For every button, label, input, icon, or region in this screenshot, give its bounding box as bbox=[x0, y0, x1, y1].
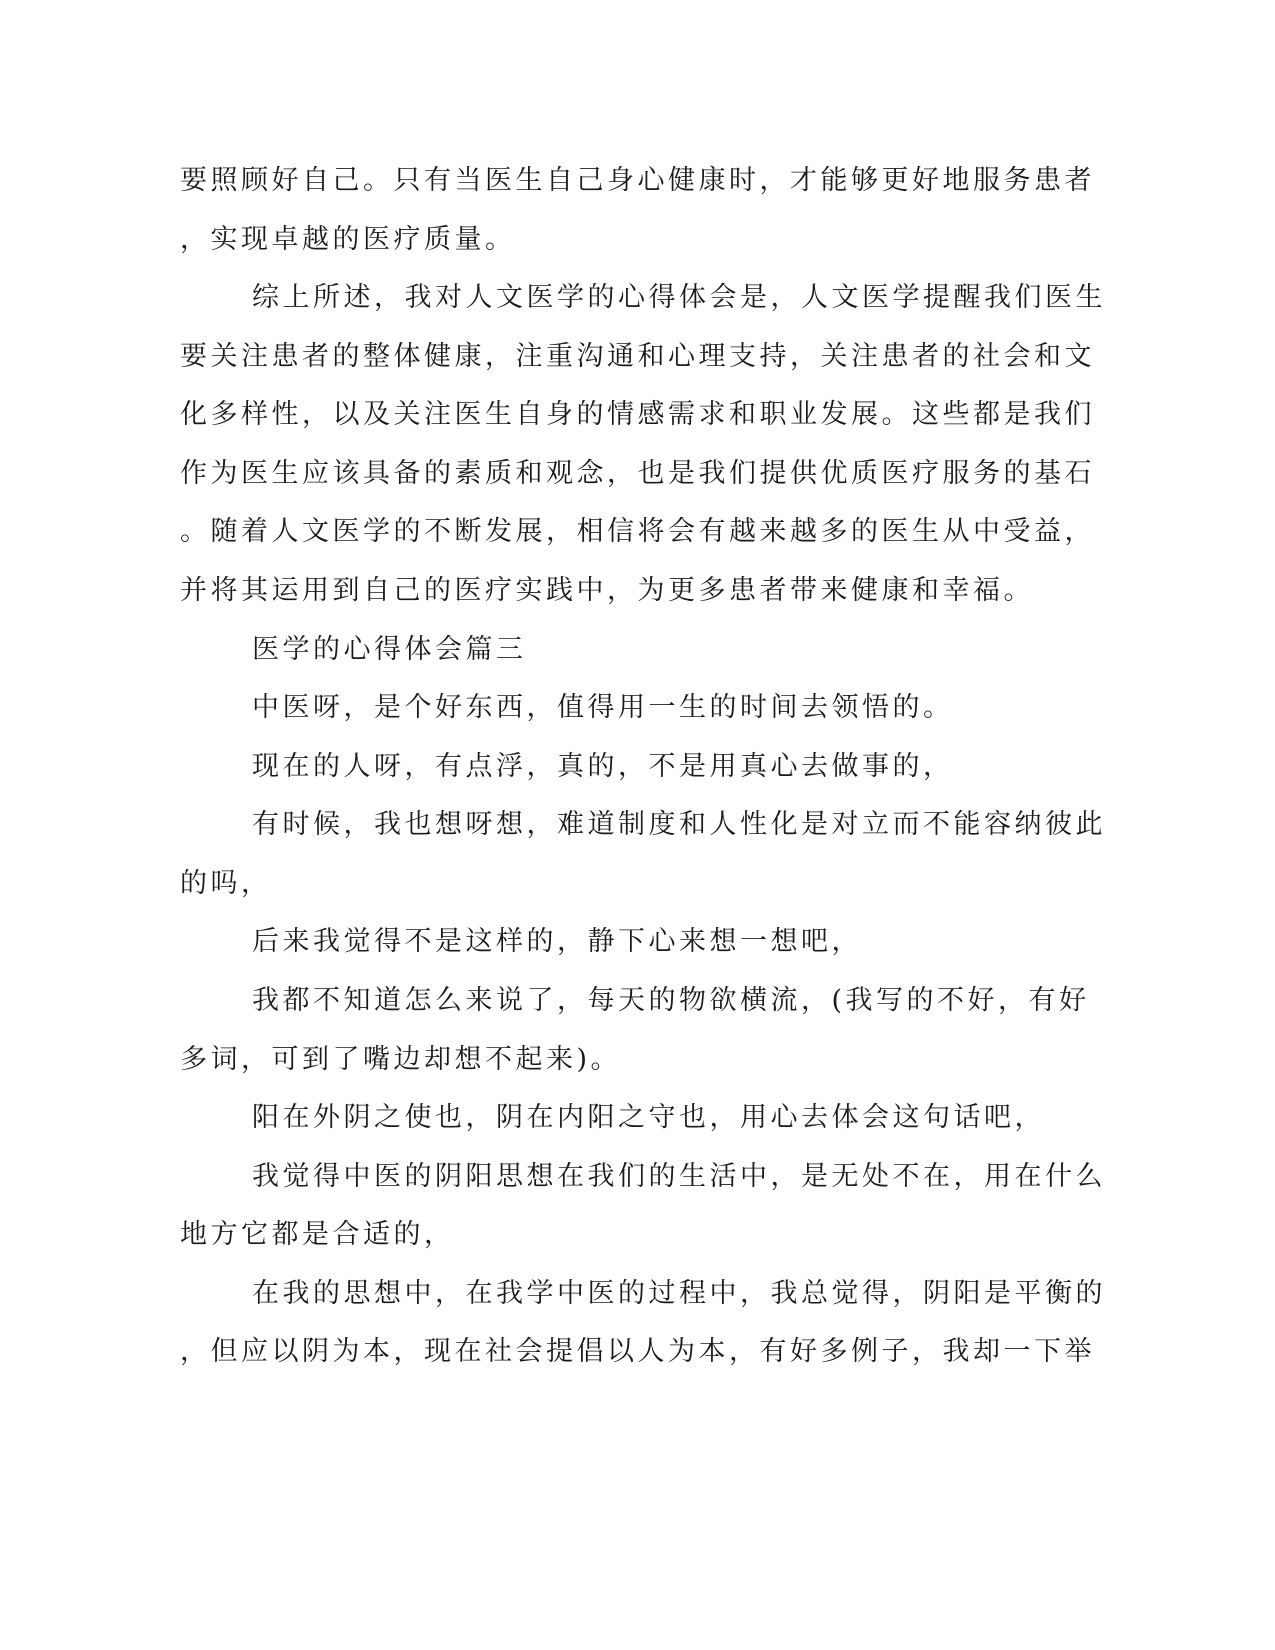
text-line: 综上所述，我对人文医学的心得体会是，人文医学提醒我们医生 bbox=[252, 282, 1106, 313]
text-line: ，但应以阴为本，现在社会提倡以人为本，有好多例子，我却一下举 bbox=[180, 1336, 1095, 1367]
text-line: 我觉得中医的阴阳思想在我们的生活中，是无处不在，用在什么 bbox=[252, 1161, 1106, 1192]
text-line: 作为医生应该具备的素质和观念，也是我们提供优质医疗服务的基石 bbox=[180, 458, 1095, 489]
text-line: 有时候，我也想呀想，难道制度和人性化是对立而不能容纳彼此 bbox=[252, 809, 1106, 840]
text-line: 要关注患者的整体健康，注重沟通和心理支持，关注患者的社会和文 bbox=[180, 341, 1095, 372]
text-line: 现在的人呀，有点浮，真的，不是用真心去做事的， bbox=[252, 751, 954, 782]
text-line: 阳在外阴之使也，阴在内阳之守也，用心去体会这句话吧， bbox=[252, 1102, 1045, 1133]
text-line: 并将其运用到自己的医疗实践中，为更多患者带来健康和幸福。 bbox=[180, 575, 1034, 606]
text-line: 我都不知道怎么来说了，每天的物欲横流，(我写的不好，有好 bbox=[252, 985, 1090, 1016]
section-heading: 医学的心得体会篇三 bbox=[252, 634, 527, 665]
text-line: 要照顾好自己。只有当医生自己身心健康时，才能够更好地服务患者 bbox=[180, 165, 1095, 196]
text-line: 中医呀，是个好东西，值得用一生的时间去领悟的。 bbox=[252, 692, 954, 723]
text-line: 地方它都是合适的， bbox=[180, 1219, 455, 1250]
text-line: 的吗， bbox=[180, 868, 272, 899]
text-line: 化多样性，以及关注医生自身的情感需求和职业发展。这些都是我们 bbox=[180, 399, 1095, 430]
text-line: ，实现卓越的医疗质量。 bbox=[180, 224, 516, 255]
text-line: 后来我觉得不是这样的，静下心来想一想吧， bbox=[252, 926, 862, 957]
text-line: 在我的思想中，在我学中医的过程中，我总觉得，阴阳是平衡的 bbox=[252, 1278, 1106, 1309]
text-line: 。随着人文医学的不断发展，相信将会有越来越多的医生从中受益， bbox=[180, 516, 1095, 547]
text-line: 多词，可到了嘴边却想不起来)。 bbox=[180, 1044, 622, 1075]
